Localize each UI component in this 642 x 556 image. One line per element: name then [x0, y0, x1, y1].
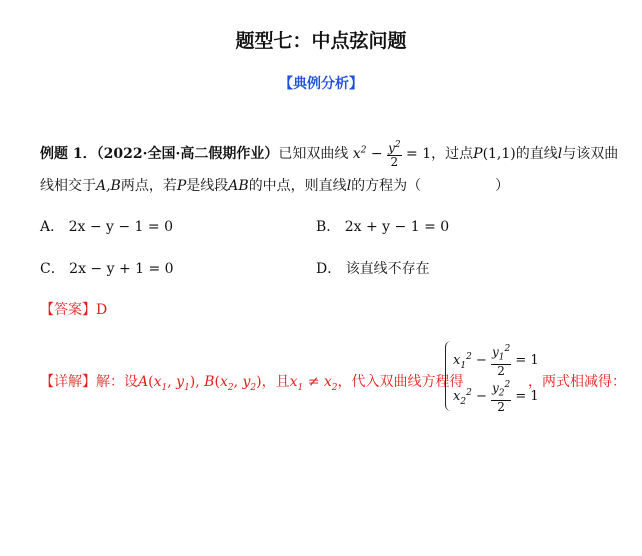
- equation-system: [445, 341, 539, 415]
- problem-line-2: 线相交于A,B两点，若P是线段AB的中点，则直线l的方程为（ ）: [40, 178, 510, 194]
- answer-line: 【答案】D: [40, 302, 108, 318]
- option-a[interactable]: A． 2x − y − 1 = 0: [40, 219, 173, 235]
- option-d[interactable]: D． 该直线不存在: [316, 261, 430, 277]
- problem-text: 已知双曲线: [278, 146, 349, 162]
- problem-label: 例题 1．: [40, 146, 97, 162]
- problem-line-1: 例题 1．（2022·全国·高二假期作业）已知双曲线 $x^2$ − $\frac{y^2}{2}$ = 1，过点P(1,1)的直线l与该双曲: [40, 140, 619, 169]
- point-p: P(1,1): [473, 146, 516, 162]
- points-ab: $A(x_1$, $y_1$), $B(x_2$, $y_2$): [138, 374, 262, 393]
- system-equation-2: $x_2^2$ − $\frac{y_2^2}{2}$ = 1: [453, 380, 539, 415]
- problem-source: （2022·全国·高二假期作业）: [96, 146, 279, 162]
- detail-line: 【详解】解：设$A(x_1$, $y_1$), $B(x_2$, $y_2$)，且$x_1 \ne x_2$，代入双曲线方程得: [40, 374, 464, 393]
- detail-tail: ，两式相减得：: [528, 374, 626, 390]
- section-label: 【典例分析】: [279, 76, 363, 92]
- hyperbola-equation: $x^2$ − $\frac{y^2}{2}$ = 1: [352, 140, 432, 169]
- option-b[interactable]: B． 2x + y − 1 = 0: [316, 219, 450, 235]
- system-equation-1: $x_1^2$ − $\frac{y_1^2}{2}$ = 1: [453, 344, 539, 379]
- option-c[interactable]: C． 2x − y + 1 = 0: [40, 261, 174, 277]
- page-title: 题型七：中点弦问题: [235, 30, 407, 52]
